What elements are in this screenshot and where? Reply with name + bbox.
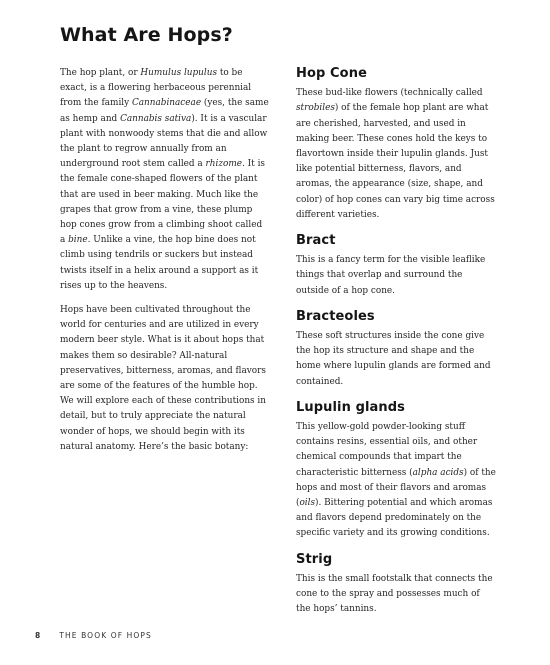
section-lupulin-glands <box>296 400 496 542</box>
text-run: . Unlike a vine, the hop bine does not climb using tendrils or suckers but instead twists itself in a helix around a support as it rises up to the heavens. <box>60 235 259 291</box>
italic-term: Cannabinaceae <box>131 98 202 109</box>
page-number: 8 <box>35 631 42 640</box>
section-text: This is the small footstalk that connects the cone to the spray and possesses much of the hops’ tannins. <box>296 573 493 615</box>
text-run: These bud-like flowers (technically called <box>296 88 483 99</box>
italic-term: strobiles <box>296 103 335 114</box>
section-bracteoles <box>296 309 496 390</box>
italic-term: Humulus lupulus <box>140 68 217 78</box>
text-run: ) of the hops and most of their flavors and aromas ( <box>296 467 496 509</box>
section-bract <box>296 233 496 299</box>
italic-term: Cannabis sativa <box>120 113 192 124</box>
italic-term: rhizome <box>205 159 243 170</box>
italic-term: oils <box>299 498 316 509</box>
text-run: This yellow-gold powder-looking stuff contains resins, essential oils, and other chemical compounds that impart the characteristic bitterness ( <box>296 422 478 478</box>
italic-term: bine <box>68 235 88 246</box>
section-heading: Bract <box>296 233 336 249</box>
text-run: (yes, the same as hemp and <box>60 98 269 124</box>
text-run: ) of the female hop plant are what are cherished, harvested, and used in making beer. These cones hold the keys to flavortown inside their lupulin glands. Just like potential bitterness, flavors, and aromas, the appearance (size, shape, and color) of hop cones can vary big time across different varieties. <box>296 103 495 220</box>
italic-term: alpha acids <box>412 467 464 478</box>
section-text: This is a fancy term for the visible leaflike things that overlap and surround the outside of a hop cone. <box>296 255 486 296</box>
section-heading: Strig <box>296 551 333 567</box>
text-run: ). Bittering potential and which aromas and flavors depend predominately on the specific variety and its growing conditions. <box>296 498 493 539</box>
cultivation-paragraph: Hops have been cultivated throughout the world for centuries and are utilized in every modern beer style. What is it about hops that makes them so desirable? All-natural preservatives, bitterness, aromas, and flavors are some of the features of the humble hop. We will explore each of these contributions in detail, but to truly appreciate the natural wonder of hops, we should begin with its natural anatomy. Here’s the basic botany: <box>60 305 266 452</box>
section-heading: Lupulin glands <box>296 399 406 415</box>
section-heading: Bracteoles <box>296 308 375 324</box>
text-run: ). It is a vascular plant with nonwoody stems that die and allow the plant to regrow annually from an underground root stem called a <box>60 113 268 170</box>
left-column <box>60 66 270 464</box>
section-strig <box>296 552 496 618</box>
page-footer <box>35 631 152 640</box>
right-column <box>296 66 496 628</box>
text-run: to be exact, is a flowering herbaceous perennial from the family <box>60 68 252 109</box>
intro-paragraph <box>60 66 270 294</box>
section-hop-cone <box>296 66 496 223</box>
section-text <box>296 420 496 542</box>
section-text: These soft structures inside the cone give the hop its structure and shape and the home where lupulin glands are formed and contained. <box>296 331 491 387</box>
text-run: . It is the female cone-shaped flowers of the plant that are used in beer making. Much like the grapes that grow from a vine, these plump hop cones grow from a climbing shoot called a <box>60 159 265 246</box>
section-heading: Hop Cone <box>296 66 367 81</box>
running-title: THE BOOK OF HOPS <box>59 631 152 640</box>
page-title: What Are Hops? <box>60 24 233 46</box>
text-run: The hop plant, or <box>60 68 141 78</box>
section-text <box>296 86 496 223</box>
